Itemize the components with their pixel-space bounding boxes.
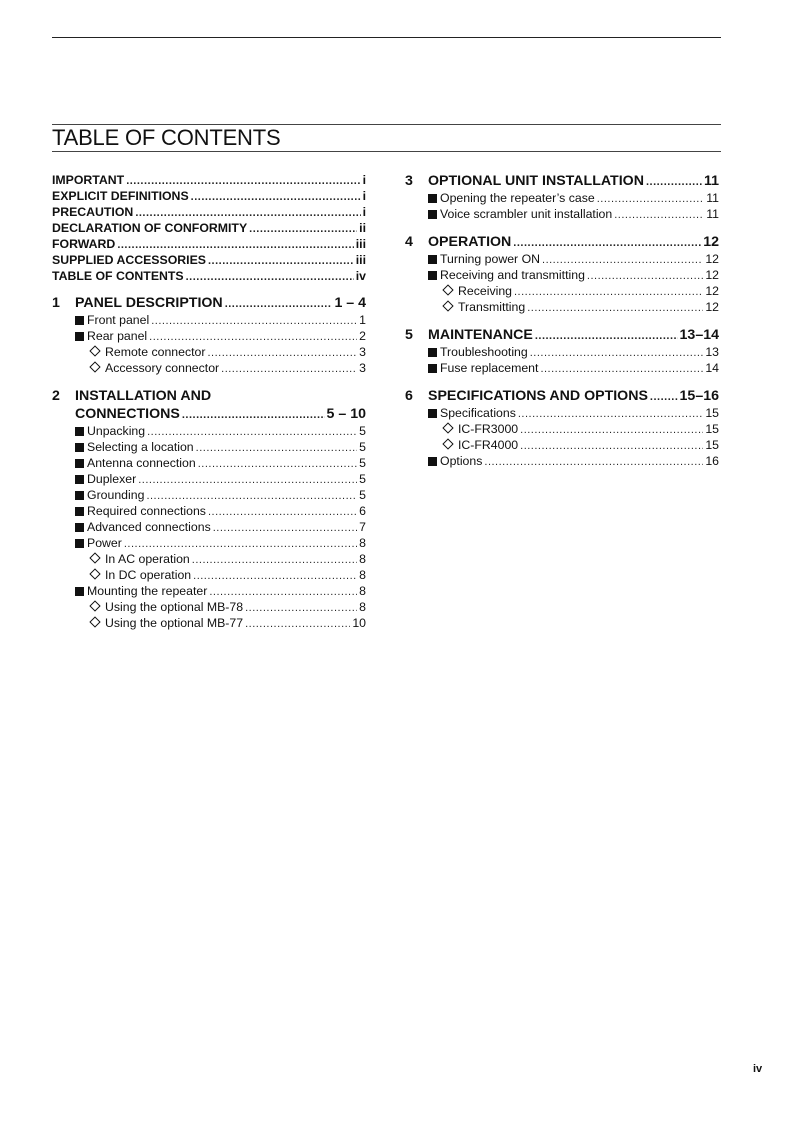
header-rule [52,37,721,38]
diamond-bullet-icon [89,552,100,563]
square-bullet-icon [428,210,437,219]
toc-entry[interactable]: Required connections ..... 6 [52,503,366,519]
toc-entry[interactable]: Opening the repeater’s case ..... 11 [405,190,719,206]
toc-entry[interactable]: Receiving ..... 12 [405,283,719,299]
toc-entry[interactable]: In AC operation ..... 8 [52,551,366,567]
toc-entry[interactable]: Using the optional MB-78 ..... 8 [52,599,366,615]
toc-entry[interactable]: IC-FR4000 ..... 15 [405,437,719,453]
front-matter-list [52,172,366,284]
toc-entry[interactable]: FORWARD ..... iii [52,236,366,252]
title-bottom-rule [52,151,721,152]
toc-right-column [405,172,719,469]
square-bullet-icon [75,332,84,341]
toc-entry[interactable]: SUPPLIED ACCESSORIES ..... iii [52,252,366,268]
chapter-6 [405,387,719,469]
toc-entry[interactable]: Advanced connections ..... 7 [52,519,366,535]
diamond-bullet-icon [89,600,100,611]
chapter-3 [405,172,719,222]
chapter-heading[interactable]: 6 SPECIFICATIONS AND OPTIONS ..... 15–16 [405,387,719,405]
diamond-bullet-icon [442,300,453,311]
toc-entry[interactable]: Power ..... 8 [52,535,366,551]
square-bullet-icon [428,271,437,280]
toc-entry[interactable]: Remote connector ..... 3 [52,344,366,360]
toc-entry[interactable]: Front panel ..... 1 [52,312,366,328]
toc-entry[interactable]: PRECAUTION ..... i [52,204,366,220]
diamond-bullet-icon [89,345,100,356]
square-bullet-icon [428,255,437,264]
toc-entry[interactable]: Grounding ..... 5 [52,487,366,503]
chapter-heading-continued[interactable]: CONNECTIONS ..... 5 – 10 [52,405,366,423]
square-bullet-icon [75,507,84,516]
toc-entry[interactable]: Fuse replacement ..... 14 [405,360,719,376]
toc-entry[interactable]: IMPORTANT ..... i [52,172,366,188]
toc-entry[interactable]: EXPLICIT DEFINITIONS ..... i [52,188,366,204]
toc-entry[interactable]: Accessory connector ..... 3 [52,360,366,376]
square-bullet-icon [75,443,84,452]
chapter-5 [405,326,719,376]
toc-entry[interactable]: TABLE OF CONTENTS ..... iv [52,268,366,284]
square-bullet-icon [75,491,84,500]
toc-entry[interactable]: Specifications ..... 15 [405,405,719,421]
toc-entry[interactable]: Troubleshooting ..... 13 [405,344,719,360]
square-bullet-icon [428,457,437,466]
toc-entry[interactable]: Antenna connection ..... 5 [52,455,366,471]
square-bullet-icon [75,316,84,325]
square-bullet-icon [75,587,84,596]
diamond-bullet-icon [442,422,453,433]
square-bullet-icon [75,475,84,484]
chapter-4 [405,233,719,315]
toc-entry[interactable]: Transmitting ..... 12 [405,299,719,315]
toc-entry[interactable]: Turning power ON ..... 12 [405,251,719,267]
diamond-bullet-icon [89,361,100,372]
page-number: iv [753,1063,763,1075]
toc-entry[interactable]: Unpacking ..... 5 [52,423,366,439]
square-bullet-icon [75,539,84,548]
diamond-bullet-icon [89,616,100,627]
square-bullet-icon [428,364,437,373]
chapter-heading[interactable]: 3 OPTIONAL UNIT INSTALLATION ..... 11 [405,172,719,190]
toc-entry[interactable]: Duplexer ..... 5 [52,471,366,487]
chapter-1 [52,294,366,376]
chapter-heading[interactable]: 2 INSTALLATION AND [52,388,212,404]
chapter-heading[interactable]: 1 PANEL DESCRIPTION ..... 1 – 4 [52,294,366,312]
square-bullet-icon [428,348,437,357]
diamond-bullet-icon [442,438,453,449]
toc-entry[interactable]: Options ..... 16 [405,453,719,469]
chapter-heading[interactable]: 5 MAINTENANCE ..... 13–14 [405,326,719,344]
toc-entry[interactable]: Mounting the repeater ..... 8 [52,583,366,599]
diamond-bullet-icon [442,284,453,295]
page-title: TABLE OF CONTENTS [52,125,281,150]
toc-entry[interactable]: Selecting a location ..... 5 [52,439,366,455]
square-bullet-icon [428,409,437,418]
square-bullet-icon [75,459,84,468]
square-bullet-icon [428,194,437,203]
toc-entry[interactable]: Using the optional MB-77 ..... 10 [52,615,366,631]
toc-entry[interactable]: Rear panel ..... 2 [52,328,366,344]
toc-entry[interactable]: IC-FR3000 ..... 15 [405,421,719,437]
toc-entry[interactable]: In DC operation ..... 8 [52,567,366,583]
toc-entry[interactable]: Voice scrambler unit installation ..... 11 [405,206,719,222]
toc-left-column [52,172,366,631]
square-bullet-icon [75,523,84,532]
toc-entry[interactable]: DECLARATION OF CONFORMITY ..... ii [52,220,366,236]
toc-entry[interactable]: Receiving and transmitting ..... 12 [405,267,719,283]
diamond-bullet-icon [89,568,100,579]
square-bullet-icon [75,427,84,436]
chapter-2 [52,387,366,631]
chapter-heading[interactable]: 4 OPERATION ..... 12 [405,233,719,251]
